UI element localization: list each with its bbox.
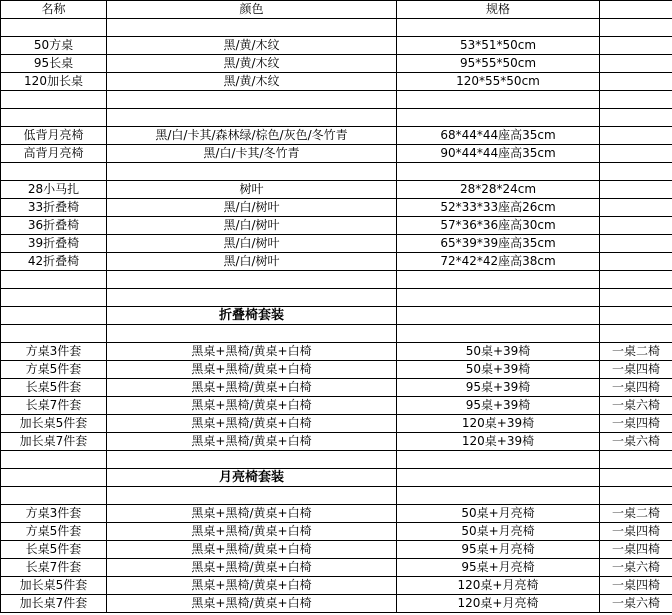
- table-row: [1, 523, 672, 541]
- cell-extra[interactable]: 一桌四椅: [600, 541, 672, 559]
- cell-extra[interactable]: 一桌六椅: [600, 595, 672, 613]
- cell[interactable]: [600, 271, 672, 289]
- table-row: [1, 235, 672, 253]
- cell-spec[interactable]: 120桌+月亮椅: [397, 595, 600, 613]
- cell[interactable]: [107, 451, 397, 469]
- cell[interactable]: [107, 487, 397, 505]
- empty-row: [1, 91, 672, 109]
- table-row: [1, 433, 672, 451]
- empty-row: [1, 451, 672, 469]
- cell-spec[interactable]: 50桌+39椅: [397, 343, 600, 361]
- table-row: [1, 361, 672, 379]
- table-row: [1, 55, 672, 73]
- cell-name[interactable]: 加长桌5件套: [1, 577, 107, 595]
- cell-spec[interactable]: 90*44*44座高35cm: [397, 145, 600, 163]
- cell-name[interactable]: 28小马扎: [1, 181, 107, 199]
- cell[interactable]: [600, 451, 672, 469]
- cell-spec[interactable]: 50桌+月亮椅: [397, 505, 600, 523]
- cell-color[interactable]: 树叶: [107, 181, 397, 199]
- cell[interactable]: [397, 325, 600, 343]
- cell-spec[interactable]: 120桌+月亮椅: [397, 577, 600, 595]
- cell-color[interactable]: 黑/黄/木纹: [107, 55, 397, 73]
- cell-color[interactable]: 黑桌+黑椅/黄桌+白椅: [107, 559, 397, 577]
- cell-color[interactable]: 黑/白/卡其/冬竹青: [107, 145, 397, 163]
- cell-extra[interactable]: 一桌六椅: [600, 397, 672, 415]
- section-title-row: [1, 469, 672, 487]
- cell-name[interactable]: 方桌3件套: [1, 343, 107, 361]
- cell-color[interactable]: 黑/白/树叶: [107, 235, 397, 253]
- cell[interactable]: [600, 19, 672, 37]
- header-row: [1, 1, 672, 19]
- table-row: [1, 217, 672, 235]
- cell[interactable]: [600, 487, 672, 505]
- cell[interactable]: [600, 289, 672, 307]
- cell-spec[interactable]: 95*55*50cm: [397, 55, 600, 73]
- cell-color[interactable]: 黑桌+黑椅/黄桌+白椅: [107, 523, 397, 541]
- cell-color[interactable]: 黑桌+黑椅/黄桌+白椅: [107, 415, 397, 433]
- cell-extra[interactable]: 一桌四椅: [600, 577, 672, 595]
- cell-color[interactable]: 黑/白/树叶: [107, 253, 397, 271]
- cell[interactable]: [397, 487, 600, 505]
- cell[interactable]: [1, 487, 107, 505]
- cell-extra[interactable]: [600, 55, 672, 73]
- cell[interactable]: [397, 451, 600, 469]
- cell[interactable]: [107, 271, 397, 289]
- cell-spec[interactable]: 120桌+39椅: [397, 415, 600, 433]
- table-row: [1, 379, 672, 397]
- cell-name[interactable]: 95长桌: [1, 55, 107, 73]
- cell-name[interactable]: 长桌7件套: [1, 397, 107, 415]
- cell-name[interactable]: 加长桌7件套: [1, 433, 107, 451]
- cell[interactable]: [107, 325, 397, 343]
- cell-name[interactable]: 39折叠椅: [1, 235, 107, 253]
- cell-name[interactable]: 120加长桌: [1, 73, 107, 91]
- cell-color[interactable]: 黑/白/树叶: [107, 217, 397, 235]
- cell[interactable]: [1, 469, 107, 487]
- cell-name[interactable]: 长桌5件套: [1, 541, 107, 559]
- header-color[interactable]: 颜色: [107, 1, 397, 19]
- cell[interactable]: [107, 289, 397, 307]
- cell-spec[interactable]: 57*36*36座高30cm: [397, 217, 600, 235]
- empty-row: [1, 271, 672, 289]
- cell-spec[interactable]: 52*33*33座高26cm: [397, 199, 600, 217]
- cell[interactable]: [1, 289, 107, 307]
- cell-name[interactable]: 36折叠椅: [1, 217, 107, 235]
- empty-row: [1, 289, 672, 307]
- cell-color[interactable]: 黑桌+黑椅/黄桌+白椅: [107, 397, 397, 415]
- cell-spec[interactable]: 95桌+月亮椅: [397, 559, 600, 577]
- cell-name[interactable]: 长桌5件套: [1, 379, 107, 397]
- cell-color[interactable]: 黑/黄/木纹: [107, 73, 397, 91]
- table-row: [1, 577, 672, 595]
- cell-spec[interactable]: 120桌+39椅: [397, 433, 600, 451]
- table-row: [1, 343, 672, 361]
- table-row: [1, 415, 672, 433]
- cell-name[interactable]: 42折叠椅: [1, 253, 107, 271]
- cell[interactable]: [1, 91, 107, 109]
- folding-chair-set-title[interactable]: 折叠椅套装: [107, 307, 397, 325]
- cell-spec[interactable]: 65*39*39座高35cm: [397, 235, 600, 253]
- cell[interactable]: [107, 91, 397, 109]
- cell[interactable]: [1, 451, 107, 469]
- cell-extra[interactable]: 一桌四椅: [600, 523, 672, 541]
- cell-spec[interactable]: 53*51*50cm: [397, 37, 600, 55]
- cell[interactable]: [397, 91, 600, 109]
- table-row: [1, 127, 672, 145]
- cell[interactable]: [600, 325, 672, 343]
- header-spec[interactable]: 规格: [397, 1, 600, 19]
- cell-extra[interactable]: [600, 217, 672, 235]
- cell-name[interactable]: 方桌5件套: [1, 523, 107, 541]
- moon-chair-set-title[interactable]: 月亮椅套装: [107, 469, 397, 487]
- cell[interactable]: [397, 109, 600, 127]
- cell[interactable]: [397, 19, 600, 37]
- cell-extra[interactable]: 一桌四椅: [600, 361, 672, 379]
- cell-color[interactable]: 黑桌+黑椅/黄桌+白椅: [107, 541, 397, 559]
- cell-extra[interactable]: [600, 181, 672, 199]
- cell[interactable]: [1, 307, 107, 325]
- cell-extra[interactable]: [600, 253, 672, 271]
- cell[interactable]: [397, 289, 600, 307]
- cell[interactable]: [107, 19, 397, 37]
- cell[interactable]: [600, 163, 672, 181]
- table-row: [1, 253, 672, 271]
- cell-name[interactable]: 方桌5件套: [1, 361, 107, 379]
- header-extra[interactable]: [600, 1, 672, 19]
- cell-color[interactable]: 黑桌+黑椅/黄桌+白椅: [107, 595, 397, 613]
- cell[interactable]: [107, 109, 397, 127]
- cell-name[interactable]: 50方桌: [1, 37, 107, 55]
- empty-row: [1, 487, 672, 505]
- table-row: [1, 181, 672, 199]
- table-row: [1, 541, 672, 559]
- cell-color[interactable]: 黑/黄/木纹: [107, 37, 397, 55]
- table-row: [1, 397, 672, 415]
- cell-color[interactable]: 黑/白/卡其/森林绿/棕色/灰色/冬竹青: [107, 127, 397, 145]
- cell-extra[interactable]: 一桌二椅: [600, 505, 672, 523]
- cell-extra[interactable]: [600, 37, 672, 55]
- cell[interactable]: [600, 469, 672, 487]
- cell-color[interactable]: 黑桌+黑椅/黄桌+白椅: [107, 577, 397, 595]
- cell-extra[interactable]: 一桌六椅: [600, 559, 672, 577]
- cell-spec[interactable]: 95桌+39椅: [397, 397, 600, 415]
- cell[interactable]: [397, 307, 600, 325]
- section-title-row: [1, 307, 672, 325]
- cell[interactable]: [397, 469, 600, 487]
- table-row: [1, 559, 672, 577]
- cell-extra[interactable]: [600, 235, 672, 253]
- empty-row: [1, 163, 672, 181]
- cell-extra[interactable]: [600, 145, 672, 163]
- cell-spec[interactable]: 120*55*50cm: [397, 73, 600, 91]
- table-row: [1, 73, 672, 91]
- cell-name[interactable]: 加长桌7件套: [1, 595, 107, 613]
- cell-color[interactable]: 黑桌+黑椅/黄桌+白椅: [107, 361, 397, 379]
- table-row: [1, 37, 672, 55]
- table-row: [1, 505, 672, 523]
- cell-spec[interactable]: 72*42*42座高38cm: [397, 253, 600, 271]
- cell-spec[interactable]: 95桌+月亮椅: [397, 541, 600, 559]
- cell-extra[interactable]: 一桌四椅: [600, 415, 672, 433]
- header-name[interactable]: 名称: [1, 1, 107, 19]
- cell-name[interactable]: 方桌3件套: [1, 505, 107, 523]
- cell-color[interactable]: 黑桌+黑椅/黄桌+白椅: [107, 433, 397, 451]
- cell[interactable]: [1, 109, 107, 127]
- cell-spec[interactable]: 68*44*44座高35cm: [397, 127, 600, 145]
- cell-color[interactable]: 黑桌+黑椅/黄桌+白椅: [107, 379, 397, 397]
- empty-row: [1, 109, 672, 127]
- cell[interactable]: [1, 325, 107, 343]
- table-row: [1, 199, 672, 217]
- cell-spec[interactable]: 50桌+39椅: [397, 361, 600, 379]
- cell-extra[interactable]: [600, 73, 672, 91]
- cell[interactable]: [397, 271, 600, 289]
- cell[interactable]: [397, 163, 600, 181]
- cell-spec[interactable]: 28*28*24cm: [397, 181, 600, 199]
- table-row: [1, 595, 672, 613]
- cell-spec[interactable]: 50桌+月亮椅: [397, 523, 600, 541]
- cell-color[interactable]: 黑桌+黑椅/黄桌+白椅: [107, 505, 397, 523]
- cell[interactable]: [600, 109, 672, 127]
- empty-row: [1, 19, 672, 37]
- cell-color[interactable]: 黑桌+黑椅/黄桌+白椅: [107, 343, 397, 361]
- cell-name[interactable]: 高背月亮椅: [1, 145, 107, 163]
- cell-name[interactable]: 加长桌5件套: [1, 415, 107, 433]
- cell-name[interactable]: 33折叠椅: [1, 199, 107, 217]
- cell-extra[interactable]: 一桌四椅: [600, 379, 672, 397]
- cell-color[interactable]: 黑/白/树叶: [107, 199, 397, 217]
- cell-extra[interactable]: [600, 199, 672, 217]
- cell[interactable]: [1, 19, 107, 37]
- cell-extra[interactable]: 一桌六椅: [600, 433, 672, 451]
- cell[interactable]: [1, 163, 107, 181]
- cell[interactable]: [107, 163, 397, 181]
- cell-extra[interactable]: [600, 127, 672, 145]
- cell[interactable]: [1, 271, 107, 289]
- cell[interactable]: [600, 91, 672, 109]
- cell[interactable]: [600, 307, 672, 325]
- empty-row: [1, 325, 672, 343]
- cell-name[interactable]: 低背月亮椅: [1, 127, 107, 145]
- cell-name[interactable]: 长桌7件套: [1, 559, 107, 577]
- cell-extra[interactable]: 一桌二椅: [600, 343, 672, 361]
- table-row: [1, 145, 672, 163]
- cell-spec[interactable]: 95桌+39椅: [397, 379, 600, 397]
